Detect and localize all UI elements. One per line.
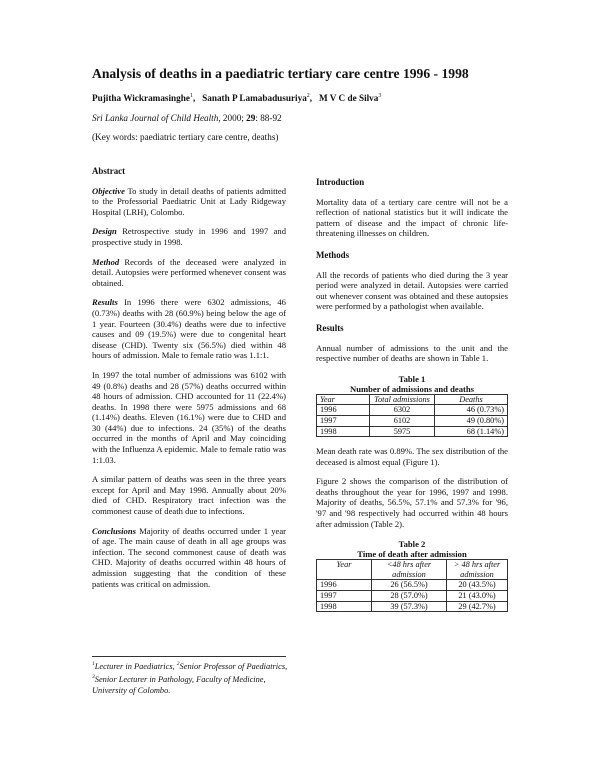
table-header-cell: Year xyxy=(317,560,372,580)
results-paragraph-2: In 1997 the total number of admissions was 6102 with 49 (0.8%) deaths and 28 (57%) deaths occurred within 48 hours of admission. CHD accounted for 11 (22.4%) deaths. In 1998 there were 5975 admissions and 68 (1.14%) deaths. Eleven (16.1%) were due to CHD and 30 (44%) due to infections. 24 (35%) of the deaths occurred in the months of April and May coinciding with the Influenza A epidemic. Male to female ratio was 1:1.03. xyxy=(92,369,286,465)
table2-caption: Time of death after admission xyxy=(357,549,467,560)
abstract-heading: Abstract xyxy=(92,166,126,176)
results-text: In 1996 there were 6302 admissions, 46 (0.73%) deaths with 28 (60.9%) being below the age of 1 year. Fourteen (30.4%) deaths were due to infective causes and 09 (19.5%) were due to congenital heart disease (CHD). Twenty six (56.5%) died within 48 hours of admission. Male to female ratio was 1.1:1. xyxy=(92,297,286,361)
design-paragraph xyxy=(92,226,286,247)
author-affiliation-mark: 1 xyxy=(189,93,193,99)
introduction-text: Mortality data of a tertiary care centre will not be a reflection of national statistics but it will indicate the pattern of disease and the impact of chronic life-threatening illnesses on children. xyxy=(316,196,508,239)
table-header-cell: > 48 hrs after admission xyxy=(447,560,508,580)
table-cell: 26 (56.5%) xyxy=(372,580,447,591)
table-cell: 20 (43.5%) xyxy=(447,580,508,591)
table2-label: Table 2 xyxy=(398,539,426,550)
table-cell: 68 (1.14%) xyxy=(435,426,508,437)
left-column xyxy=(92,166,286,589)
table-header-cell: <48 hrs after admission xyxy=(372,560,447,580)
journal-name: Sri Lanka Journal of Child Health xyxy=(92,113,219,123)
table-cell: 6302 xyxy=(370,405,435,416)
table-cell: 1997 xyxy=(317,591,372,602)
table-row xyxy=(317,580,508,591)
citation-pages: : 88-92 xyxy=(255,113,282,123)
table-header-row xyxy=(317,394,508,405)
results-heading: Results xyxy=(316,322,344,333)
table-header-cell: Deaths xyxy=(435,394,508,405)
table-cell: 46 (0.73%) xyxy=(435,405,508,416)
keywords: (Key words: paediatric tertiary care centre, deaths) xyxy=(92,132,279,142)
table-cell: 49 (0.80%) xyxy=(435,415,508,426)
table-cell: 28 (57.0%) xyxy=(372,591,447,602)
design-label: Design xyxy=(92,226,117,237)
table-row xyxy=(317,591,508,602)
table-cell: 5975 xyxy=(370,426,435,437)
footnote-text: Lecturer in Paediatrics, xyxy=(94,661,177,671)
objective-paragraph xyxy=(92,186,286,218)
table-cell: 1996 xyxy=(317,405,370,416)
table1-block xyxy=(316,374,508,437)
methods-text: All the records of patients who died during the 3 year period were analyzed in detail. Autopsies were carried out whenever consent was obtained and these autopsies were performed by a pathologist when available. xyxy=(316,269,508,312)
introduction-heading: Introduction xyxy=(316,177,365,187)
table1-label: Table 1 xyxy=(398,373,426,384)
table-cell: 21 (43.0%) xyxy=(447,591,508,602)
design-text: Retrospective study in 1996 and 1997 and prospective study in 1998. xyxy=(92,226,286,247)
author-affiliation-mark: 2 xyxy=(306,93,310,99)
table-cell: 29 (42.7%) xyxy=(447,601,508,612)
table-header-row xyxy=(317,560,508,580)
footnote-text: Senior Lecturer in Pathology, Faculty of Medicine, University of Colombo. xyxy=(92,675,266,695)
author-list: Pujitha Wickramasinghe$^1$, Sanath P Lamabadusuriya$^2$, M V C de Silva$^3$ xyxy=(92,93,382,104)
author-affiliation-mark: 3 xyxy=(378,93,382,99)
conclusions-label: Conclusions xyxy=(92,525,136,536)
citation-year: , 2000; xyxy=(218,113,247,123)
table-cell: 1998 xyxy=(317,601,372,612)
method-paragraph xyxy=(92,257,286,289)
conclusions-paragraph xyxy=(92,526,286,590)
table-cell: 1997 xyxy=(317,415,370,426)
citation-volume: 29 xyxy=(246,113,256,123)
table-header-cell: Total admissions xyxy=(370,394,435,405)
table-row xyxy=(317,601,508,612)
results-label: Results xyxy=(92,297,118,308)
author-name: Pujitha Wickramasinghe xyxy=(92,93,190,104)
table-row xyxy=(317,415,508,426)
author-name: Sanath P Lamabadusuriya xyxy=(202,93,307,104)
table-cell: 39 (57.3%) xyxy=(372,601,447,612)
method-text: Records of the deceased were analyzed in detail. Autopsies were performed whenever consent was obtained. xyxy=(92,256,286,288)
results-paragraph-3: A similar pattern of deaths was seen in the three years except for April and May 1998. Annually about 20% died of CHD. Respiratory tract infection was the commonest cause of death due to infections. xyxy=(92,474,286,517)
table1-caption: Number of admissions and deaths xyxy=(349,383,474,394)
footnote-text: Senior Professor of Paediatrics, xyxy=(179,661,288,671)
table-header-cell: Year xyxy=(317,394,370,405)
footnote-divider xyxy=(92,656,286,657)
table1 xyxy=(316,394,508,437)
footnote-mark: 2 xyxy=(176,661,180,667)
footnote xyxy=(92,659,290,696)
table2 xyxy=(316,559,508,612)
mean-death-rate-text: Mean death rate was 0.89%. The sex distribution of the deceased is almost equal (Figure 1). xyxy=(316,446,508,467)
table-cell: 1996 xyxy=(317,580,372,591)
objective-label: Objective xyxy=(92,185,125,196)
table-cell: 6102 xyxy=(370,415,435,426)
right-column xyxy=(316,177,508,612)
footnote-mark: 1 xyxy=(92,661,95,667)
table-row xyxy=(317,426,508,437)
conclusions-text: Majority of deaths occurred under 1 year of age. The main cause of death in all age groups was infection. The second commonest cause of death was CHD. Majority of deaths occurred within 48 hours of admission suggesting that the condition of these patients was critical on admission. xyxy=(92,525,286,589)
author-name: M V C de Silva xyxy=(318,93,379,104)
methods-heading: Methods xyxy=(316,249,350,260)
table2-block xyxy=(316,539,508,612)
results-intro-text: Annual number of admissions to the unit and the respective number of deaths are shown in Table 1. xyxy=(316,342,508,364)
page-title: Analysis of deaths in a paediatric tertiary care centre 1996 - 1998 xyxy=(92,66,469,81)
objective-text: To study in detail deaths of patients admitted to the Professorial Paediatric Unit at Lady Ridgeway Hospital (LRH), Colombo. xyxy=(92,185,286,217)
table-cell: 1998 xyxy=(317,426,370,437)
citation xyxy=(92,113,282,123)
table-row xyxy=(317,405,508,416)
results-paragraph xyxy=(92,297,286,361)
method-label: Method xyxy=(92,256,120,267)
footnote-mark: 3 xyxy=(92,674,95,681)
figure2-text: Figure 2 shows the comparison of the distribution of deaths throughout the year for 1996, 1997 and 1998. Majority of deaths, 56.5%, 57.1% and 57.3% for '96, '97 and '98 respectively had occurred within 48 hours after admission (Table 2). xyxy=(316,476,508,529)
